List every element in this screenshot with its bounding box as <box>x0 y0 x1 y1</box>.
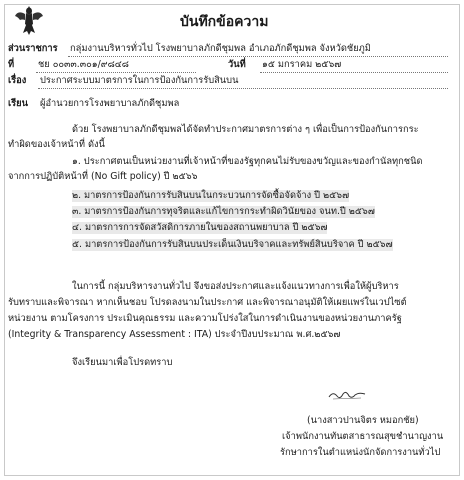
list-item: ๑. ประกาศตนเป็นหน่วยงานที่เจ้าหน้าที่ของรัฐทุกคนไม่รับของขวัญและของกำนัลทุกชนิด <box>72 156 423 167</box>
to-value: ผู้อำนวยการโรงพยาบาลภักดีชุมพล <box>40 98 180 109</box>
signer-position-2: รักษาการในตำแหน่งนักจัดการงานทั่วไป <box>280 447 441 458</box>
memo-title: บันทึกข้อความ <box>180 14 269 30</box>
handwritten-signature <box>327 387 367 403</box>
list-item: ๓. มาตรการป้องกันการทุจริตและแก้ไขการกระทำผิดวินัยของ จนท.ปี ๒๕๖๗ <box>72 206 375 217</box>
agency-dotline <box>68 56 448 57</box>
list-item: ๒. มาตรการป้องกันการรับสินบนในกระบวนการจัดซื้อจัดจ้าง ปี ๒๕๖๗ <box>72 190 350 201</box>
date-value: ๑๕ มกราคม ๒๕๖๗ <box>262 59 342 70</box>
ref-value: ชย ๐๐๓๓.๓๐๑/๙๘๔๘ <box>38 59 129 70</box>
signer-name: (นางสาวปานจิตร หมอกชัย) <box>307 415 419 426</box>
para2-line-4: (Integrity & Transparency Assessment : ITA) ประจำปีงบประมาณ พ.ศ.๒๕๖๗ <box>8 329 341 340</box>
intro-line-1: ด้วย โรงพยาบาลภักดีชุมพลได้จัดทำประกาศมาตรการต่าง ๆ เพื่อเป็นการป้องกันการกระ <box>72 124 419 135</box>
signer-position-1: เจ้าพนักงานทันตสาธารณสุขชำนาญงาน <box>282 431 444 442</box>
agency-value: กลุ่มงานบริหารทั่วไป โรงพยาบาลภักดีชุมพล อำเภอภักดีชุมพล จังหวัดชัยภูมิ <box>70 43 371 54</box>
date-label: วันที่ <box>228 59 246 70</box>
subject-dotline <box>38 88 448 89</box>
para2-line-3: หน่วยงาน ตามโครงการ ประเมินคุณธรรม และความโปร่งใสในการดำเนินงานของหน่วยงานภาครัฐ <box>8 313 402 324</box>
date-dotline <box>260 72 448 73</box>
garuda-emblem-icon <box>14 4 44 36</box>
list-item: ๕. มาตรการป้องกันการรับสินบนประเด็นเงินบริจาคและทรัพย์สินบริจาค ปี ๒๕๖๗ <box>72 239 393 250</box>
intro-line-2: ทำผิดของเจ้าหน้าที่ ดังนี้ <box>8 139 105 150</box>
subject-label: เรื่อง <box>8 75 27 86</box>
agency-label: ส่วนราชการ <box>8 43 58 54</box>
ref-dotline <box>36 72 196 73</box>
para2-line-2: รับทราบและพิจารณา หากเห็นชอบ โปรดลงนามในประกาศ และพิจารณาอนุมัติให้เผยแพร่ในเวปไซต์ <box>8 297 407 308</box>
closing-text: จึงเรียนมาเพื่อโปรดทราบ <box>72 357 173 368</box>
list-item: ๔. มาตรการการจัดสวัสดิการภายในของสถานพยาบาล ปี ๒๕๖๗ <box>72 222 328 233</box>
ref-label: ที่ <box>8 59 15 70</box>
to-label: เรียน <box>8 98 28 109</box>
list-item: จากการปฏิบัติหน้าที่ (No Gift policy) ปี ๒๕๖๖ <box>8 171 198 182</box>
subject-value: ประกาศระบบมาตรการในการป้องกันการรับสินบน <box>40 75 239 86</box>
para2-line-1: ในการนี้ กลุ่มบริหารงานทั่วไป จึงขอส่งประกาศและแจ้งแนวทางการเพื่อให้ผู้บริหาร <box>72 281 399 292</box>
